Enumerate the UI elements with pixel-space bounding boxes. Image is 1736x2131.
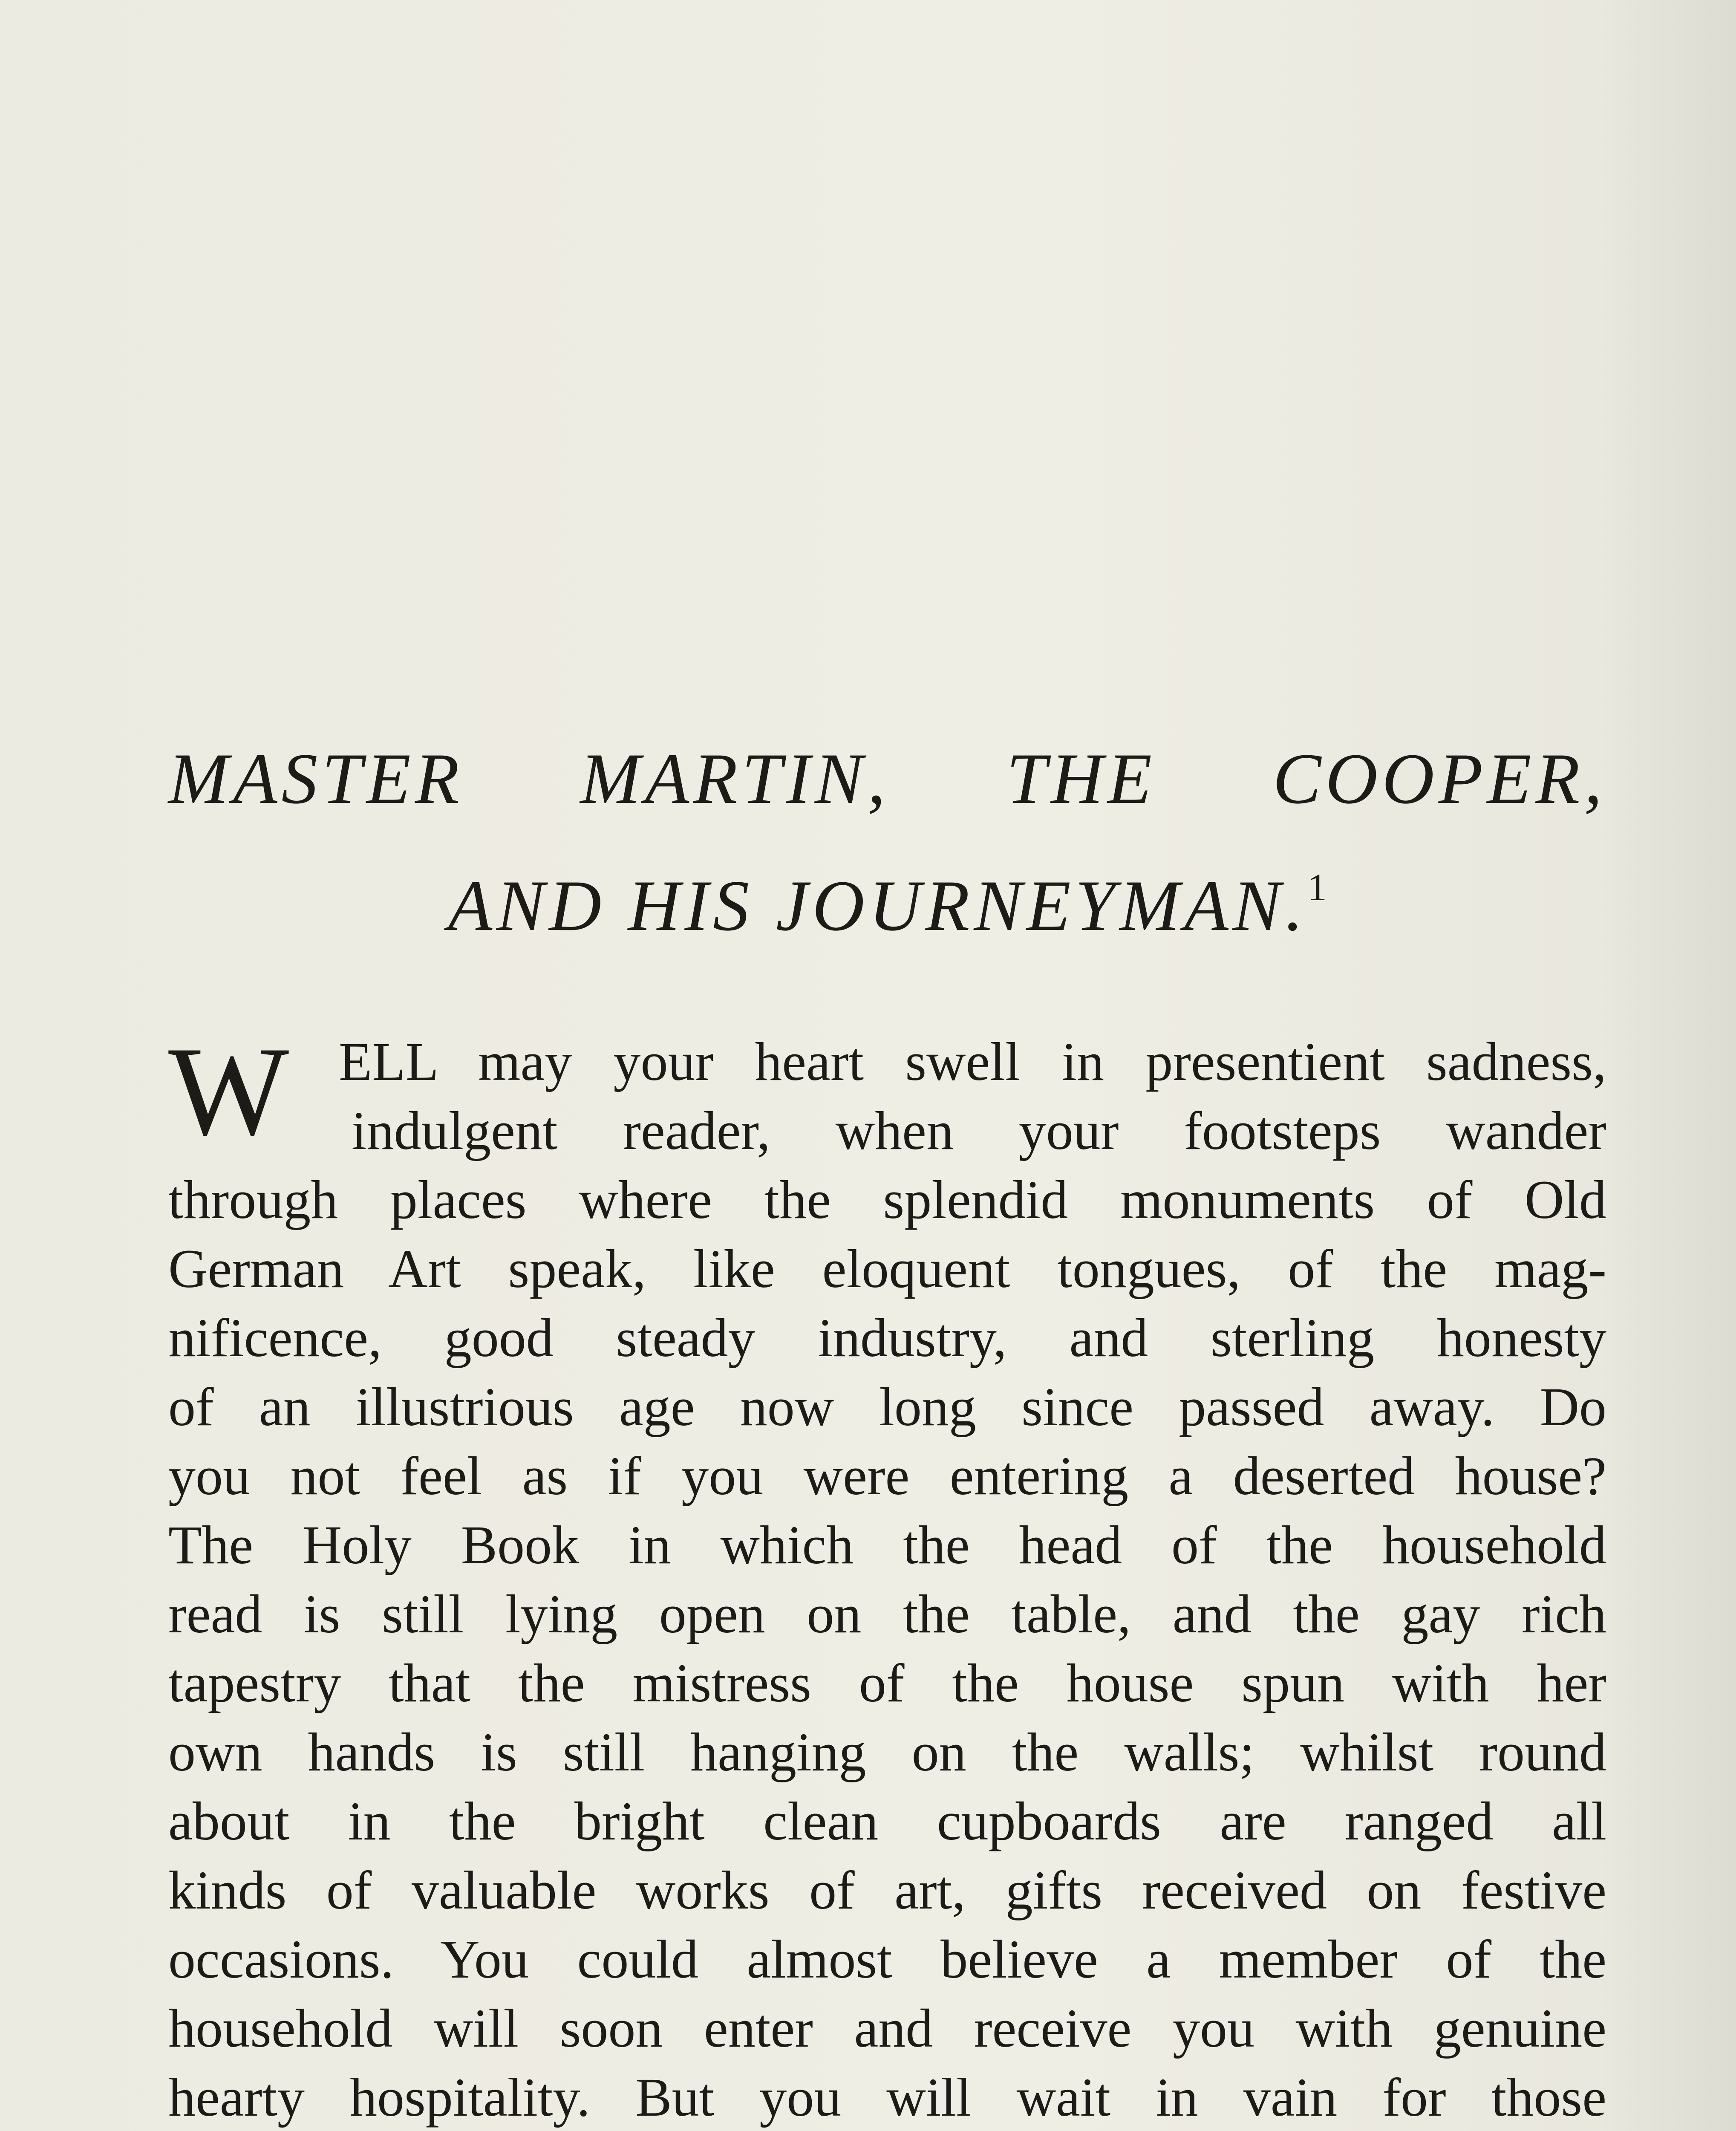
body-line-12: about in the bright clean cupboards are ranged all xyxy=(168,1791,1606,1851)
chapter-title xyxy=(168,725,1606,960)
footnote-reference: 1 xyxy=(1307,866,1327,909)
body-line-8: The Holy Book in which the head of the household xyxy=(168,1515,1606,1575)
body-line-2: indulgent reader, when your footsteps wander xyxy=(352,1100,1606,1161)
body-text xyxy=(168,1020,1606,2131)
body-line-15: household will soon enter and receive you with genuine xyxy=(168,1998,1606,2059)
bleed-through-text xyxy=(183,141,1589,209)
body-line-7: you not feel as if you were entering a deserted house? xyxy=(168,1446,1606,1506)
chapter-title-line-2 xyxy=(168,833,1606,960)
chapter-title-line-2-text: AND HIS JOURNEYMAN. xyxy=(448,866,1308,946)
body-line-13: kinds of valuable works of art, gifts received on festive xyxy=(168,1860,1606,1920)
body-line-3: through places where the splendid monuments of Old xyxy=(168,1169,1606,1230)
body-line-1: ELL may your heart swell in presentient sadness, xyxy=(339,1031,1606,1092)
body-line-14: occasions. You could almost believe a member of the xyxy=(168,1929,1606,1990)
body-line-6: of an illustrious age now long since passed away. Do xyxy=(168,1377,1606,1437)
body-line-10: tapestry that the mistress of the house spun with her xyxy=(168,1653,1606,1713)
body-line-4: German Art speak, like eloquent tongues, of the mag- xyxy=(168,1239,1606,1299)
body-line-11: own hands is still hanging on the walls; whilst round xyxy=(168,1722,1606,1782)
drop-cap: W xyxy=(168,1020,289,1162)
body-line-9: read is still lying open on the table, and the gay rich xyxy=(168,1584,1606,1644)
body-line-16: hearty hospitality. But you will wait in vain for those xyxy=(168,2067,1606,2128)
body-line-5: nificence, good steady industry, and sterling honesty xyxy=(168,1308,1606,1368)
chapter-title-line-1: MASTER MARTIN, THE COOPER, xyxy=(168,739,1606,819)
